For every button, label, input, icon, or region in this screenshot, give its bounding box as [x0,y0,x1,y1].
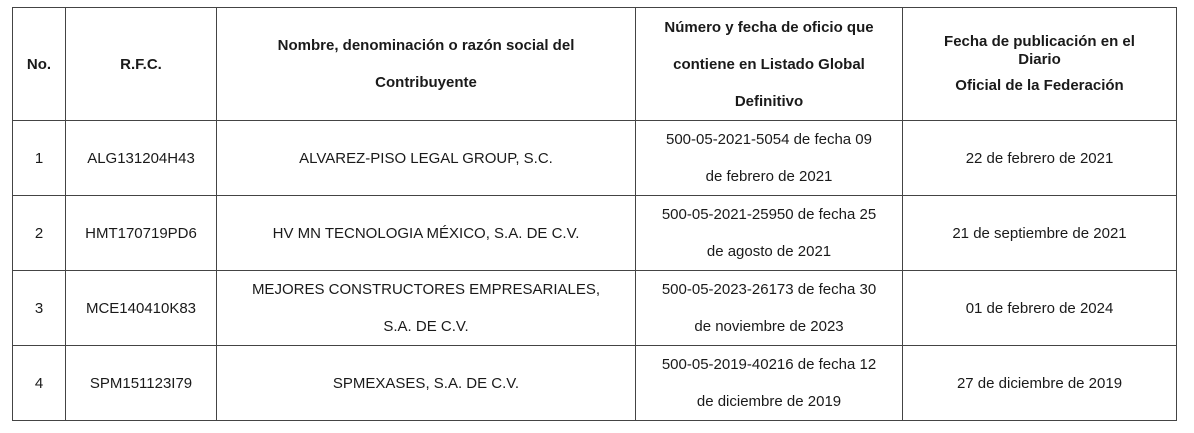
cell-no: 4 [13,346,66,421]
cell-oficio [636,121,903,196]
header-rfc: R.F.C. [66,8,217,121]
cell-oficio-line-1: 500-05-2021-5054 de fecha 09 [665,131,872,148]
cell-fecha-publicacion: 21 de septiembre de 2021 [903,196,1177,271]
cell-oficio-line-2: de noviembre de 2023 [694,318,844,335]
header-fecha-line-3: Oficial de la Federación [955,77,1124,94]
cell-nombre-line-1: MEJORES CONSTRUCTORES EMPRESARIALES, [251,281,601,298]
header-oficio-line-3: Definitivo [734,92,804,110]
cell-rfc: HMT170719PD6 [66,196,217,271]
table-row [13,121,1177,196]
table-header [13,8,1177,121]
cell-oficio-line-2: de agosto de 2021 [706,243,832,260]
header-nombre-line-1: Nombre, denominación o razón social del [277,37,575,54]
cell-nombre [217,121,636,196]
cell-oficio [636,346,903,421]
cell-rfc: ALG131204H43 [66,121,217,196]
cell-nombre [217,271,636,346]
header-no: No. [13,8,66,121]
contribuyentes-table [12,7,1177,421]
cell-fecha-publicacion: 27 de diciembre de 2019 [903,346,1177,421]
cell-no: 2 [13,196,66,271]
header-row [13,8,1177,121]
cell-nombre-line: SPMEXASES, S.A. DE C.V. [332,374,520,392]
cell-fecha-publicacion: 01 de febrero de 2024 [903,271,1177,346]
header-oficio-line-2: contiene en Listado Global [673,55,865,73]
cell-oficio-line-1: 500-05-2019-40216 de fecha 12 [661,356,877,373]
cell-rfc: MCE140410K83 [66,271,217,346]
cell-nombre [217,346,636,421]
header-fecha-line-2: Diario [1018,51,1061,68]
cell-nombre [217,196,636,271]
table-row [13,271,1177,346]
header-fecha-line-1: Fecha de publicación en el [944,33,1135,50]
cell-oficio-line-1: 500-05-2021-25950 de fecha 25 [661,206,877,223]
table-body [13,121,1177,421]
header-oficio [636,8,903,121]
cell-rfc: SPM151123I79 [66,346,217,421]
cell-oficio [636,196,903,271]
cell-oficio-line-1: 500-05-2023-26173 de fecha 30 [661,281,877,298]
header-fecha-publicacion [903,8,1177,121]
cell-oficio [636,271,903,346]
cell-oficio-line-2: de febrero de 2021 [705,168,833,185]
cell-no: 3 [13,271,66,346]
cell-nombre-line: ALVAREZ-PISO LEGAL GROUP, S.C. [299,149,553,167]
table-row [13,346,1177,421]
header-nombre-line-2: Contribuyente [375,74,477,91]
cell-no: 1 [13,121,66,196]
cell-nombre-line: HV MN TECNOLOGIA MÉXICO, S.A. DE C.V. [272,224,580,242]
table-row [13,196,1177,271]
cell-oficio-line-2: de diciembre de 2019 [696,393,842,410]
cell-nombre-line-2: S.A. DE C.V. [383,318,469,335]
header-oficio-line-1: Número y fecha de oficio que [664,18,874,36]
cell-fecha-publicacion: 22 de febrero de 2021 [903,121,1177,196]
header-nombre [217,8,636,121]
